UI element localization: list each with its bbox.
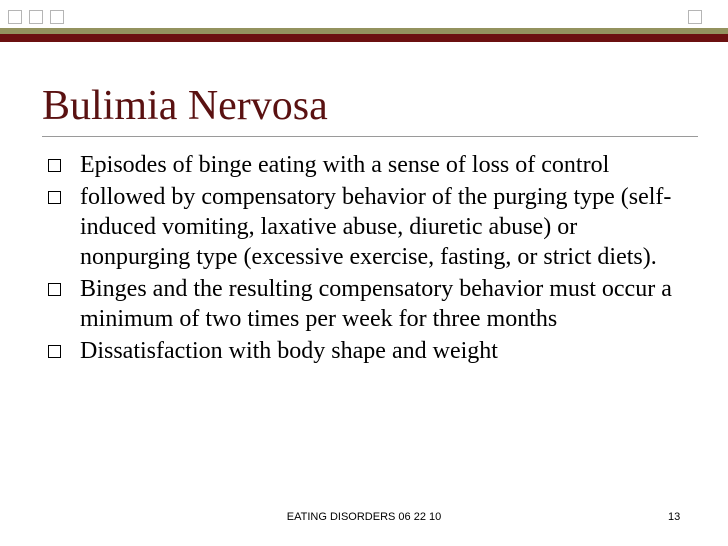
checkbox-bullet-icon [48,191,61,204]
bullet-item [46,182,686,272]
footer-text: EATING DISORDERS 06 22 10 [286,511,442,523]
bullet-item [46,150,686,180]
square-icon [50,10,64,24]
title-divider [42,136,698,137]
square-icon [688,10,702,24]
bullet-text: Episodes of binge eating with a sense of loss of control [80,152,610,178]
header-band [0,0,728,48]
square-icon [29,10,43,24]
checkbox-bullet-icon [48,159,61,172]
bullet-list [46,150,686,368]
bullet-item [46,274,686,334]
checkbox-bullet-icon [48,283,61,296]
checkbox-bullet-icon [48,345,61,358]
bullet-text: Dissatisfaction with body shape and weight [80,338,498,364]
decorative-squares [8,10,71,24]
bullet-text: Binges and the resulting compensatory behavior must occur a minimum of two times per week for three months [80,276,672,332]
bullet-text: followed by compensatory behavior of the purging type (self-induced vomiting, laxative abuse, diuretic abuse) or nonpurging type (excessive exercise, fasting, or strict diets). [80,184,672,270]
square-icon [8,10,22,24]
bullet-item [46,336,686,366]
maroon-rule [0,34,728,42]
page-number: 13 [668,511,681,523]
slide-title: Bulimia Nervosa [42,83,328,129]
